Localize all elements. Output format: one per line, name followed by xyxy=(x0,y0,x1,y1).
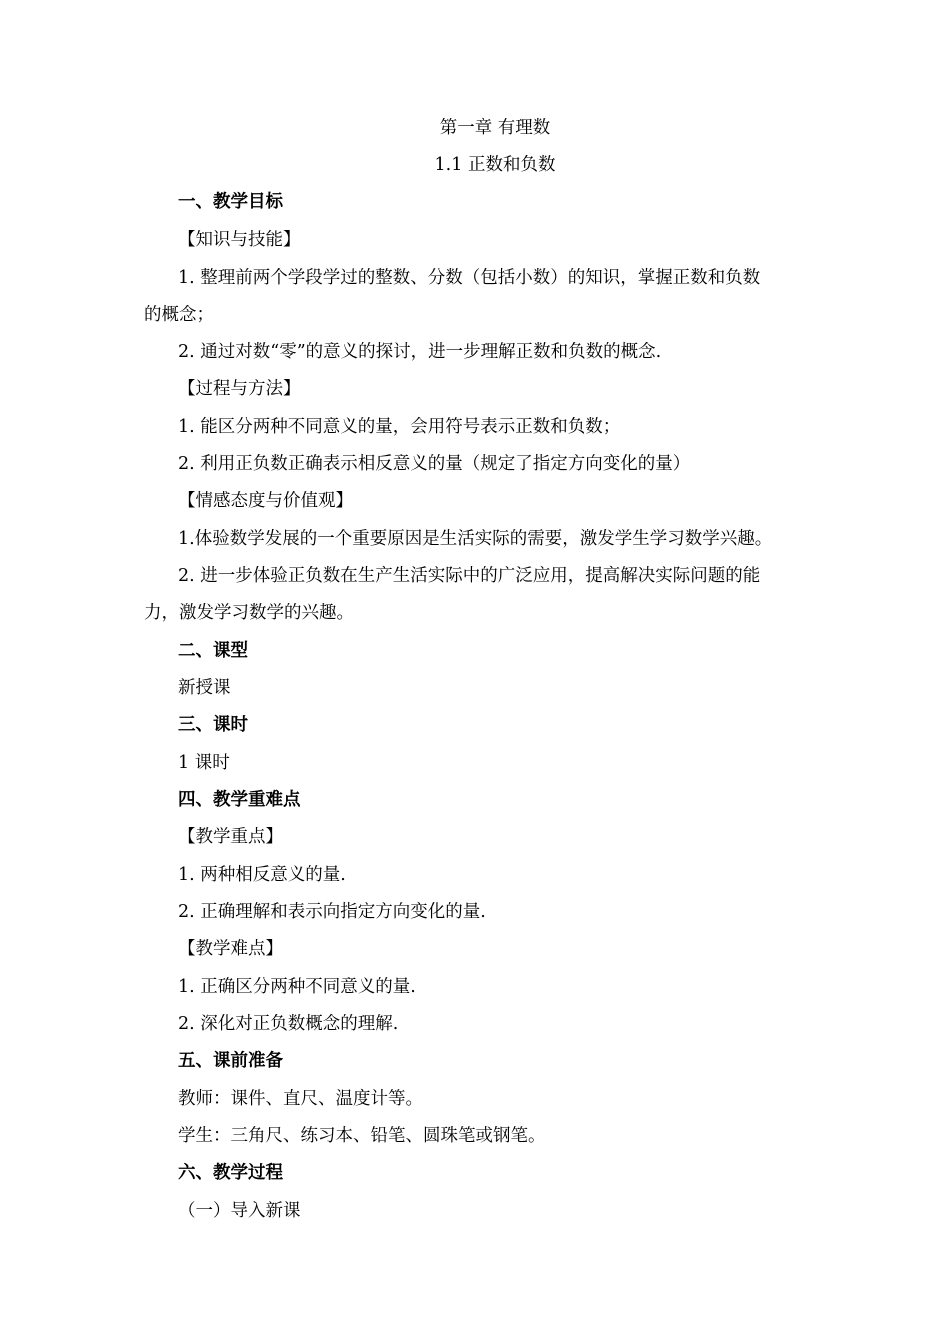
difficult-point-2: 2. 深化对正负数概念的理解. xyxy=(178,1014,399,1034)
chapter-title: 第一章 有理数 xyxy=(439,118,551,138)
label-difficult-points: 【教学难点】 xyxy=(178,939,283,959)
section-title: 1.1 正数和负数 xyxy=(434,155,556,175)
knowledge-item-2: 2. 通过对数“零”的意义的探讨，进一步理解正数和负数的概念. xyxy=(178,342,662,362)
label-key-points: 【教学重点】 xyxy=(178,827,283,847)
difficult-point-1: 1. 正确区分两种不同意义的量. xyxy=(178,977,416,997)
heading-key-difficult-points: 四、教学重难点 xyxy=(178,790,301,810)
heading-lesson-hours: 三、课时 xyxy=(178,715,248,735)
subheading-introduction: （一）导入新课 xyxy=(178,1201,301,1221)
attitude-item-2-line2: 力，激发学习数学的兴趣。 xyxy=(144,603,354,623)
lesson-hours-value: 1 课时 xyxy=(178,753,230,773)
attitude-item-1: 1.体验数学发展的一个重要原因是生活实际的需要，激发学生学习数学兴趣。 xyxy=(178,529,773,549)
knowledge-item-1-line1: 1. 整理前两个学段学过的整数、分数（包括小数）的知识，掌握正数和负数 xyxy=(178,268,761,288)
key-point-2: 2. 正确理解和表示向指定方向变化的量. xyxy=(178,902,486,922)
heading-teaching-objectives: 一、教学目标 xyxy=(178,192,283,212)
lesson-type-value: 新授课 xyxy=(178,678,231,698)
attitude-item-2-line1: 2. 进一步体验正负数在生产生活实际中的广泛应用，提高解决实际问题的能 xyxy=(178,566,761,586)
teacher-preparation: 教师：课件、直尺、温度计等。 xyxy=(178,1089,423,1109)
label-knowledge-skills: 【知识与技能】 xyxy=(178,230,301,250)
student-preparation: 学生：三角尺、练习本、铅笔、圆珠笔或钢笔。 xyxy=(178,1126,546,1146)
key-point-1: 1. 两种相反意义的量. xyxy=(178,865,346,885)
label-attitude-values: 【情感态度与价值观】 xyxy=(178,491,353,511)
heading-preparation: 五、课前准备 xyxy=(178,1051,283,1071)
process-item-1: 1. 能区分两种不同意义的量，会用符号表示正数和负数； xyxy=(178,417,621,437)
label-process-methods: 【过程与方法】 xyxy=(178,379,301,399)
process-item-2: 2. 利用正负数正确表示相反意义的量（规定了指定方向变化的量） xyxy=(178,454,691,474)
knowledge-item-1-line2: 的概念； xyxy=(144,305,214,325)
heading-teaching-process: 六、教学过程 xyxy=(178,1163,283,1183)
heading-lesson-type: 二、课型 xyxy=(178,641,248,661)
